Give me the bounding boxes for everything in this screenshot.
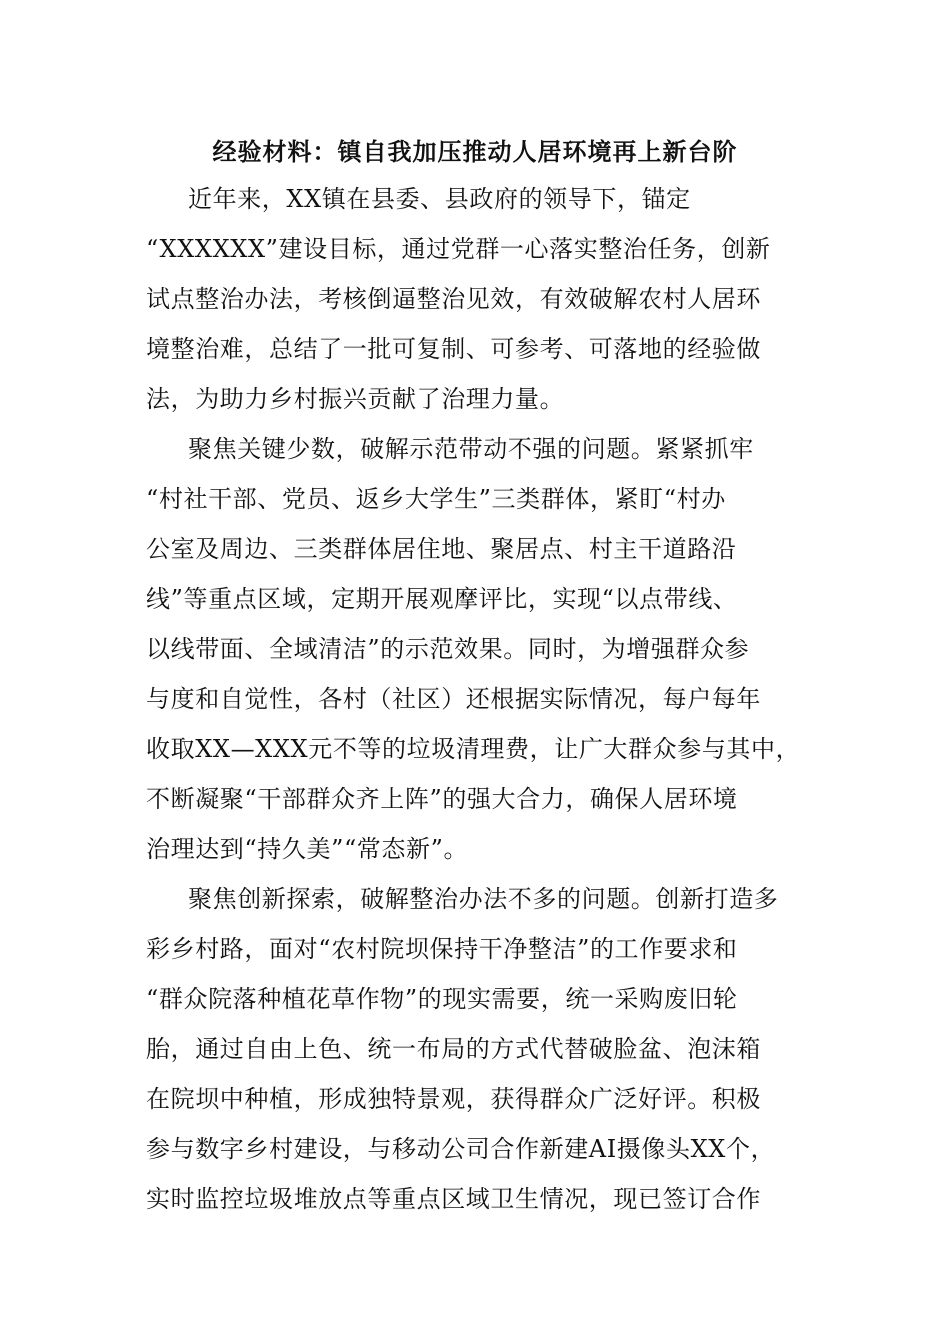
paragraph-1-line-2: “XXXXXX”建设目标，通过党群一心落实整治任务，创新	[146, 235, 771, 263]
paragraph-1-line-5: 法，为助力乡村振兴贡献了治理力量。	[146, 385, 565, 413]
paragraph-3-line-5: 在院坝中种植，形成独特景观，获得群众广泛好评。积极	[146, 1085, 761, 1113]
paragraph-3-line-2: 彩乡村路，面对“农村院坝保持干净整洁”的工作要求和	[146, 935, 738, 963]
paragraph-2-line-2: “村社干部、党员、返乡大学生”三类群体，紧盯“村办	[146, 485, 726, 513]
paragraph-2-line-3: 公室及周边、三类群体居住地、聚居点、村主干道路沿	[146, 535, 737, 563]
paragraph-3-line-6: 参与数字乡村建设，与移动公司合作新建AI摄像头XX个，	[146, 1135, 776, 1163]
paragraph-3-line-1: 聚焦创新探索，破解整治办法不多的问题。创新打造多	[188, 885, 779, 913]
paragraph-1-line-1: 近年来，XX镇在县委、县政府的领导下，锚定	[188, 185, 691, 213]
paragraph-3-line-7: 实时监控垃圾堆放点等重点区域卫生情况，现已签订合作	[146, 1185, 761, 1213]
paragraph-3-line-4: 胎，通过自由上色、统一布局的方式代替破脸盆、泡沫箱	[146, 1035, 761, 1063]
paragraph-2-line-6: 与度和自觉性，各村（社区）还根据实际情况，每户每年	[146, 685, 761, 713]
paragraph-2-line-9: 治理达到“持久美”“常态新”。	[146, 835, 469, 863]
paragraph-2-line-8: 不断凝聚“干部群众齐上阵”的强大合力，确保人居环境	[146, 785, 738, 813]
document-title: 经验材料：镇自我加压推动人居环境再上新台阶	[212, 137, 738, 166]
paragraph-1-line-4: 境整治难，总结了一批可复制、可参考、可落地的经验做	[146, 335, 761, 363]
paragraph-2-line-4: 线”等重点区域，定期开展观摩评比，实现“以点带线、	[146, 585, 738, 613]
paragraph-1-line-3: 试点整治办法，考核倒逼整治见效，有效破解农村人居环	[146, 285, 761, 313]
paragraph-2-line-7: 收取XX—XXX元不等的垃圾清理费，让广大群众参与其中，	[146, 735, 801, 763]
paragraph-2-line-1: 聚焦关键少数，破解示范带动不强的问题。紧紧抓牢	[188, 435, 754, 463]
paragraph-3-line-3: “群众院落种植花草作物”的现实需要，统一采购废旧轮	[146, 985, 738, 1013]
paragraph-2-line-5: 以线带面、全域清洁”的示范效果。同时，为增强群众参	[146, 635, 750, 663]
